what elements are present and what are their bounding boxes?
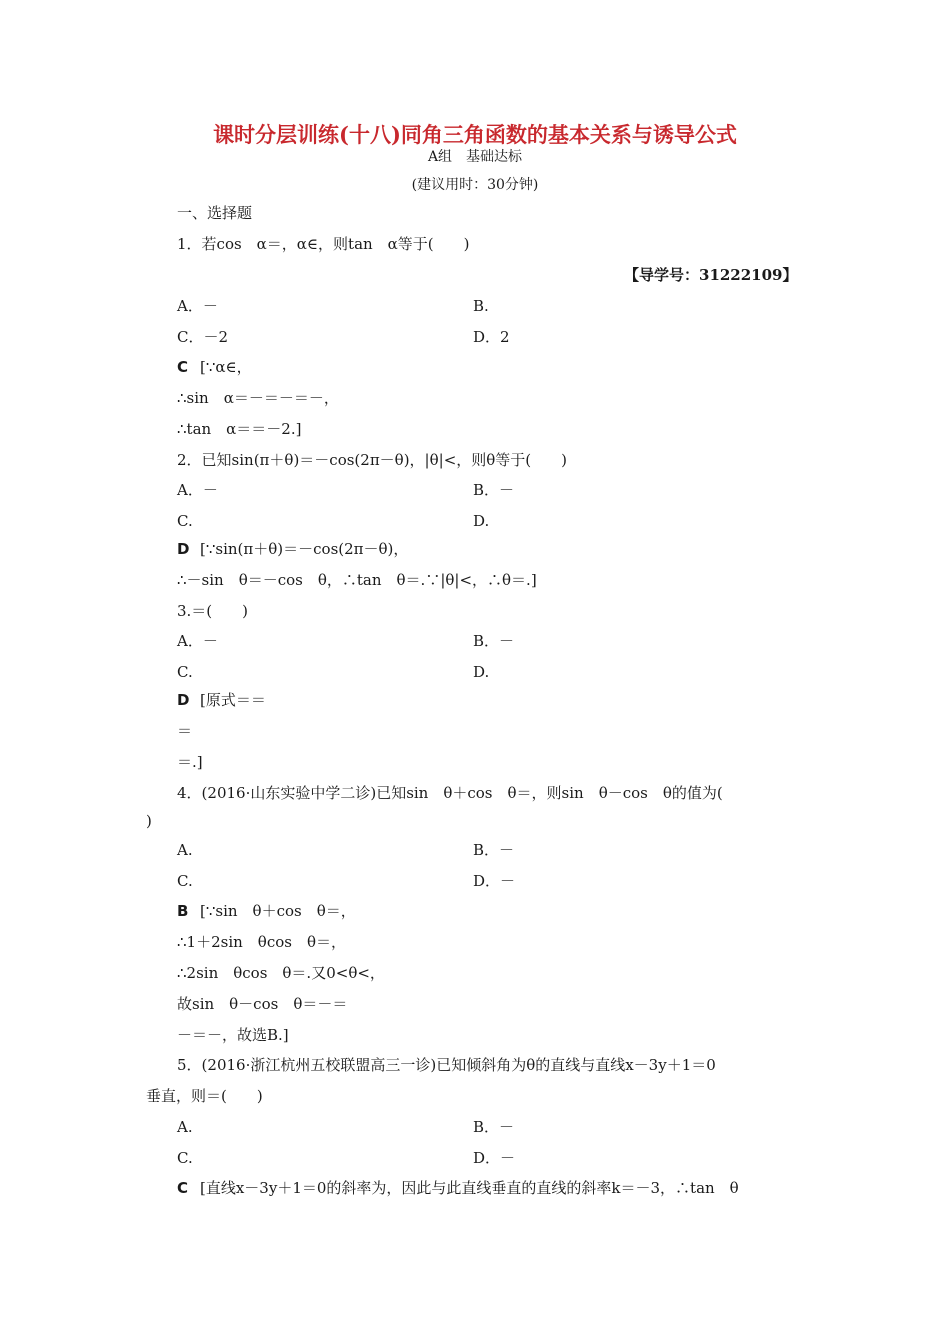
question-2-stem: 2．已知sin(π＋θ)＝－cos(2π－θ)，|θ|<，则θ等于( ) [177,451,568,469]
question-5-stem-line-2: 垂直，则＝( ) [146,1087,263,1105]
q4-solution-line-4: 故sin θ－cos θ＝－＝ [177,995,348,1013]
group-label: A组 基础达标 [427,149,523,165]
q5-answer-letter: C [177,1179,189,1197]
q4-solution-line-1: [∵sin θ＋cos θ＝， [200,902,356,920]
q3-solution-line-2: ＝ [177,722,193,740]
q2-option-d: D. [473,512,490,530]
question-5-stem-line-1: 5．(2016·浙江杭州五校联盟高三一诊)已知倾斜角为θ的直线与直线x－3y＋1＝0 [177,1056,716,1074]
q4-solution-line-2: ∴1＋2sin θcos θ＝， [177,933,346,951]
q2-solution-line-2: ∴－sin θ＝－cos θ，∴tan θ＝.∵|θ|<，∴θ＝.] [177,571,537,589]
q4-option-c: C. [177,872,193,890]
doc-code: 【导学号：31222109】 [624,266,798,284]
time-hint: (建议用时：30分钟) [411,177,539,193]
q3-solution-line-3: ＝.] [177,753,203,771]
q1-option-b: B. [473,297,489,315]
q1-answer-letter: C [177,358,189,376]
q5-solution-line-1: [直线x－3y＋1＝0的斜率为，因此与此直线垂直的直线的斜率k＝－3，∴tan θ [200,1179,739,1197]
q2-option-c: C. [177,512,193,530]
q4-option-a: A. [177,841,193,859]
q1-option-d: D．2 [473,328,510,346]
q1-option-c: C．－2 [177,328,229,346]
q2-option-a: A．－ [177,481,218,499]
q5-option-c: C. [177,1149,193,1167]
q4-answer-letter: B [177,902,189,920]
q5-option-b: B．－ [473,1118,515,1136]
q4-option-b: B．－ [473,841,515,859]
question-3-stem: 3.＝( ) [177,602,249,620]
q3-solution-line-1: [原式＝＝ [200,691,266,709]
question-4-stem-line-1: 4．(2016·山东实验中学二诊)已知sin θ＋cos θ＝，则sin θ－cos θ的值为( [177,784,723,802]
question-1-stem: 1．若cos α＝，α∈，则tan α等于( ) [177,235,470,253]
q3-option-a: A．－ [177,632,218,650]
q1-solution-line-1: [∵α∈， [200,358,252,376]
q5-option-a: A. [177,1118,193,1136]
q1-solution-line-3: ∴tan α＝＝－2.] [177,420,302,438]
q3-option-c: C. [177,663,193,681]
q2-answer-letter: D [177,540,190,558]
q3-option-d: D. [473,663,490,681]
q4-solution-line-3: ∴2sin θcos θ＝.又0<θ<， [177,964,385,982]
q1-solution-line-2: ∴sin α＝－＝－＝－， [177,389,339,407]
q4-solution-line-5: －＝－，故选B.] [177,1026,289,1044]
q5-option-d: D．－ [473,1149,516,1167]
q2-solution-line-1: [∵sin(π＋θ)＝－cos(2π－θ)， [200,540,409,558]
q1-option-a: A．－ [177,297,218,315]
question-4-stem-line-2: ) [146,812,152,830]
section-heading: 一、选择题 [177,204,253,222]
q3-answer-letter: D [177,691,190,709]
q2-option-b: B．－ [473,481,515,499]
q3-option-b: B．－ [473,632,515,650]
q4-option-d: D．－ [473,872,516,890]
page-title: 课时分层训练(十八)同角三角函数的基本关系与诱导公式 [213,122,737,147]
